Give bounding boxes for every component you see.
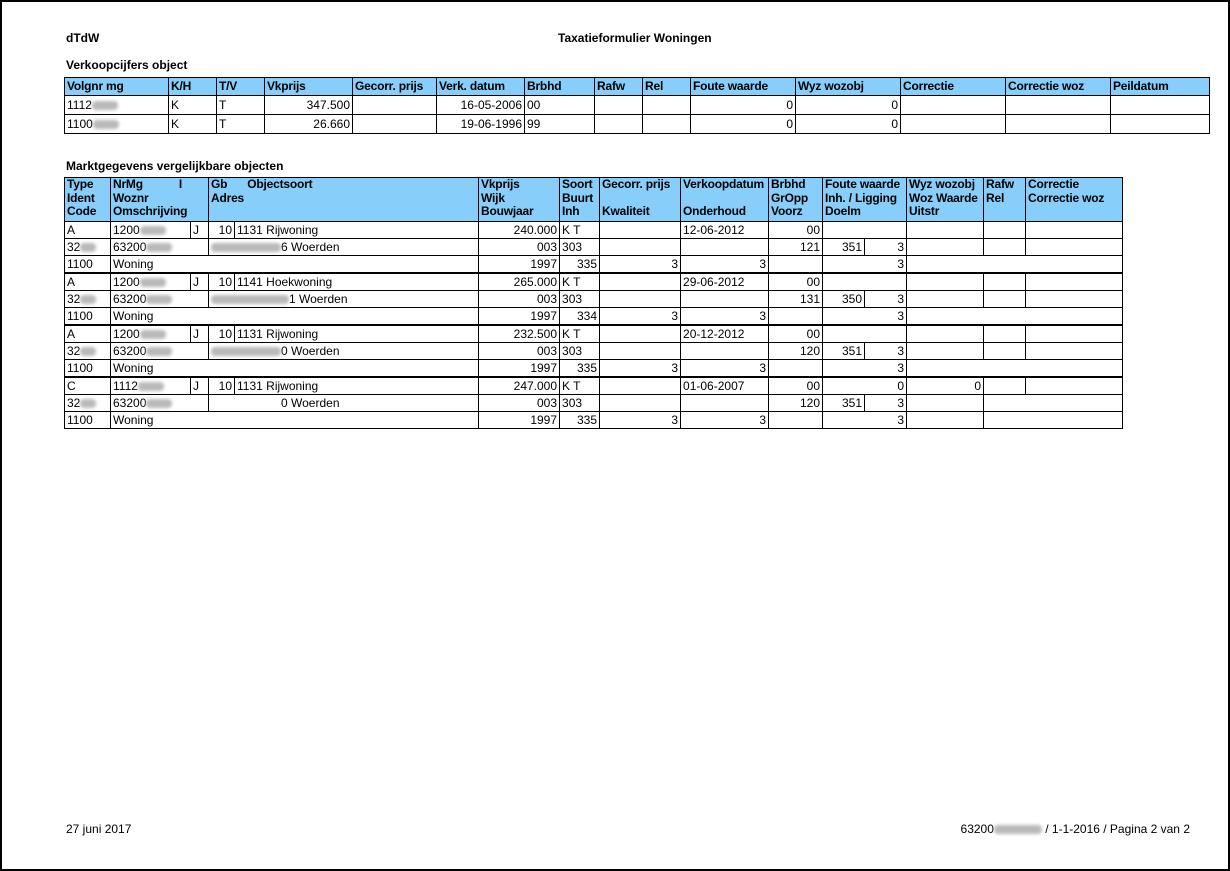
gropp-cell: 121 (769, 239, 823, 256)
correctie-woz-cell (1006, 115, 1111, 134)
omschrijving-cell: Woning (111, 412, 479, 429)
voorz-cell (769, 308, 823, 326)
nrmg-cell: 1200 (111, 325, 191, 343)
woznr-cell: 63200 (111, 343, 209, 360)
footer-reference: 63200 / 1-1-2016 / Pagina 2 van 2 (960, 822, 1190, 836)
ligging-cell: 3 (865, 343, 907, 360)
table-row (65, 360, 1123, 378)
inh-cell: 351 (823, 395, 865, 412)
onderhoud-cell: 3 (681, 256, 769, 274)
buurt-cell: 303 (560, 239, 600, 256)
objectsoort-cell: 1141 Hoekwoning (235, 273, 479, 291)
col-header-type: Type Ident Code (65, 178, 111, 222)
gb-cell: 10 (209, 273, 235, 291)
wozwaarde-cell (907, 343, 984, 360)
col-header-soort: Soort Buurt Inh (560, 178, 600, 222)
vkprijs-cell: 247.000 (479, 377, 560, 395)
doelm-cell: 3 (823, 360, 907, 378)
wyz-cell (907, 222, 984, 239)
correctie-woz-cell (1026, 291, 1123, 308)
wozwaarde-cell (907, 291, 984, 308)
redacted-mark (211, 243, 281, 252)
ligging-cell: 3 (865, 395, 907, 412)
type-cell: A (65, 273, 111, 291)
redacted-mark (211, 295, 289, 304)
vkprijs-cell: 240.000 (479, 222, 560, 239)
table-row (65, 222, 1123, 239)
peildatum-cell (1111, 96, 1210, 115)
wyz-cell (907, 325, 984, 343)
redacted-mark (92, 101, 118, 110)
onderhoud-cell: 3 (681, 308, 769, 326)
code-cell: 1100 (65, 360, 111, 378)
woznr-cell: 63200 (111, 239, 209, 256)
objectsoort-cell: 1131 Rijwoning (235, 325, 479, 343)
soort-cell: K T (560, 325, 600, 343)
table-row (65, 291, 1123, 308)
wozwaarde-cell (907, 395, 984, 412)
inhoud-cell: 335 (560, 412, 600, 429)
col-header-correctie: Correctie Correctie woz (1026, 178, 1123, 222)
col-header-foute: Foute waarde Inh. / Ligging Doelm (823, 178, 907, 222)
kwaliteit-cell: 3 (600, 412, 681, 429)
type-cell: A (65, 325, 111, 343)
voorz-cell (769, 256, 823, 274)
wijk-cell: 003 (479, 395, 560, 412)
rel-cell (984, 343, 1026, 360)
ident-cell: 32 (65, 239, 111, 256)
inhoud-cell: 335 (560, 360, 600, 378)
foute-cell: 0 (823, 377, 907, 395)
rafw-cell (984, 377, 1026, 395)
inhoud-cell: 335 (560, 256, 600, 274)
code-cell: 1100 (65, 412, 111, 429)
vkprijs-cell: 232.500 (479, 325, 560, 343)
onderhoud-empty (681, 291, 769, 308)
rel-cell (984, 239, 1026, 256)
rafw-cell (595, 115, 643, 134)
redacted-mark (211, 347, 281, 356)
col-header: Foute waarde (691, 78, 796, 96)
rafw-cell (595, 96, 643, 115)
kh-cell: K (169, 96, 217, 115)
kwaliteit-cell: 3 (600, 360, 681, 378)
redacted-mark (140, 226, 166, 235)
omschrijving-cell: Woning (111, 360, 479, 378)
onderhoud-empty (681, 239, 769, 256)
foute-cell: 0 (691, 96, 796, 115)
peildatum-cell (1111, 115, 1210, 134)
col-header: Gecorr. prijs (353, 78, 437, 96)
verkoopdatum-cell: 12-06-2012 (681, 222, 769, 239)
gb-cell: 10 (209, 377, 235, 395)
buurt-cell: 303 (560, 291, 600, 308)
redacted-mark (80, 243, 96, 252)
bouwjaar-cell: 1997 (479, 256, 560, 274)
type-cell: A (65, 222, 111, 239)
document-title: Taxatieformulier Woningen (558, 31, 712, 45)
tv-cell: T (217, 115, 265, 134)
wyz-cell (907, 273, 984, 291)
soort-cell: K T (560, 222, 600, 239)
wijk-cell: 003 (479, 291, 560, 308)
uitstr-cell (907, 256, 1123, 274)
col-header: Rafw (595, 78, 643, 96)
wozwaarde-cell (907, 239, 984, 256)
gb-cell: 10 (209, 222, 235, 239)
adres-cell: 0 Woerden (209, 395, 479, 412)
brbhd-cell: 00 (525, 96, 595, 115)
code-cell: 1100 (65, 308, 111, 326)
soort-cell: K T (560, 377, 600, 395)
bouwjaar-cell: 1997 (479, 308, 560, 326)
brbhd-cell: 99 (525, 115, 595, 134)
redacted-mark (93, 120, 119, 129)
ident-cell: 32 (65, 343, 111, 360)
onderhoud-cell: 3 (681, 412, 769, 429)
col-header: Correctie (901, 78, 1006, 96)
gecorr-cell (353, 96, 437, 115)
voorz-cell (769, 360, 823, 378)
datum-cell: 16-05-2006 (437, 96, 525, 115)
correctie-cell (1026, 377, 1123, 395)
wyz-cell: 0 (796, 115, 901, 134)
org-code: dTdW (66, 31, 100, 45)
redacted-mark (138, 382, 164, 391)
foute-cell (823, 222, 907, 239)
rafw-cell (984, 222, 1026, 239)
kwaliteit-empty (600, 239, 681, 256)
rel-cell (984, 291, 1026, 308)
nrmg-cell: 1112 (111, 377, 191, 395)
footer-date: 27 juni 2017 (66, 822, 132, 836)
col-header-wyz: Wyz wozobj Woz Waarde Uitstr (907, 178, 984, 222)
table-row (65, 256, 1123, 274)
table-row (65, 325, 1123, 343)
inh-cell: 350 (823, 291, 865, 308)
table-row (65, 343, 1123, 360)
gecorr-cell (600, 273, 681, 291)
col-header: Rel (643, 78, 691, 96)
redacted-mark (146, 347, 172, 356)
i-cell: J (191, 377, 209, 395)
rafw-cell (984, 325, 1026, 343)
adres-cell: 1 Woerden (209, 291, 479, 308)
col-header-gecorr: Gecorr. prijs Kwaliteit (600, 178, 681, 222)
vkprijs-cell: 265.000 (479, 273, 560, 291)
type-cell: C (65, 377, 111, 395)
gb-cell: 10 (209, 325, 235, 343)
ident-cell: 32 (65, 395, 111, 412)
foute-cell (823, 273, 907, 291)
nrmg-cell: 1200 (111, 222, 191, 239)
table-row (65, 412, 1123, 429)
woznr-cell: 63200 (111, 291, 209, 308)
brbhd-cell: 00 (769, 377, 823, 395)
brbhd-cell: 00 (769, 273, 823, 291)
redacted-mark (80, 399, 96, 408)
i-cell: J (191, 325, 209, 343)
gecorr-cell (600, 377, 681, 395)
correctie-woz-cell (1026, 239, 1123, 256)
ident-cell: 32 (65, 291, 111, 308)
doelm-cell: 3 (823, 256, 907, 274)
foute-cell: 0 (691, 115, 796, 134)
ligging-cell: 3 (865, 239, 907, 256)
wyz-cell: 0 (907, 377, 984, 395)
kwaliteit-cell: 3 (600, 256, 681, 274)
woznr-cell: 63200 (111, 395, 209, 412)
gecorr-cell (353, 115, 437, 134)
brbhd-cell: 00 (769, 222, 823, 239)
vkprijs-cell: 347.500 (265, 96, 353, 115)
col-header-nrmg: NrMg I Woznr Omschrijving (111, 178, 209, 222)
col-header: Brbhd (525, 78, 595, 96)
i-cell: J (191, 273, 209, 291)
table-header-row (65, 178, 1123, 222)
volgnr-cell: 1100 (65, 115, 169, 134)
rel-empty (984, 412, 1123, 429)
gropp-cell: 120 (769, 343, 823, 360)
section-title-verkoopcijfers: Verkoopcijfers object (66, 58, 188, 72)
ligging-cell: 3 (865, 291, 907, 308)
rafw-cell (984, 273, 1026, 291)
nrmg-cell: 1200 (111, 273, 191, 291)
col-header: Peildatum (1111, 78, 1210, 96)
section-title-marktgegevens: Marktgegevens vergelijkbare objecten (66, 159, 284, 173)
wijk-cell: 003 (479, 239, 560, 256)
kwaliteit-empty (600, 395, 681, 412)
redacted-mark (140, 330, 166, 339)
inh-cell: 351 (823, 343, 865, 360)
verkoopdatum-cell: 20-12-2012 (681, 325, 769, 343)
rel-cell (643, 96, 691, 115)
uitstr-cell (907, 412, 984, 429)
kwaliteit-empty (600, 343, 681, 360)
col-header: Verk. datum (437, 78, 525, 96)
foute-cell (823, 325, 907, 343)
redacted-mark (80, 347, 96, 356)
col-header: Correctie woz (1006, 78, 1111, 96)
table-row (65, 115, 1210, 134)
buurt-cell: 303 (560, 343, 600, 360)
doelm-cell: 3 (823, 412, 907, 429)
buurt-cell: 303 (560, 395, 600, 412)
inh-cell: 351 (823, 239, 865, 256)
datum-cell: 19-06-1996 (437, 115, 525, 134)
redacted-mark (146, 295, 172, 304)
col-header-vkprijs: Vkprijs Wijk Bouwjaar (479, 178, 560, 222)
marktgegevens-table (64, 177, 1123, 429)
verkoopdatum-cell: 29-06-2012 (681, 273, 769, 291)
objectsoort-cell: 1131 Rijwoning (235, 377, 479, 395)
redacted-mark (146, 243, 172, 252)
gecorr-cell (600, 222, 681, 239)
table-row (65, 96, 1210, 115)
verkoopdatum-cell: 01-06-2007 (681, 377, 769, 395)
correctie-cell (1026, 222, 1123, 239)
correctie-woz-cell (1026, 343, 1123, 360)
tv-cell: T (217, 96, 265, 115)
inhoud-cell: 334 (560, 308, 600, 326)
col-header-brbhd: Brbhd GrOpp Voorz (769, 178, 823, 222)
table-row (65, 239, 1123, 256)
vkprijs-cell: 26.660 (265, 115, 353, 134)
code-cell: 1100 (65, 256, 111, 274)
table-row (65, 308, 1123, 326)
omschrijving-cell: Woning (111, 308, 479, 326)
table-row (65, 377, 1123, 395)
kwaliteit-empty (600, 291, 681, 308)
brbhd-cell: 00 (769, 325, 823, 343)
col-header-verkoopdatum: Verkoopdatum Onderhoud (681, 178, 769, 222)
bouwjaar-cell: 1997 (479, 360, 560, 378)
col-header: K/H (169, 78, 217, 96)
objectsoort-cell: 1131 Rijwoning (235, 222, 479, 239)
col-header: Vkprijs (265, 78, 353, 96)
wyz-cell: 0 (796, 96, 901, 115)
redacted-mark (994, 825, 1042, 834)
redacted-mark (140, 278, 166, 287)
bouwjaar-cell: 1997 (479, 412, 560, 429)
soort-cell: K T (560, 273, 600, 291)
onderhoud-empty (681, 343, 769, 360)
voorz-cell (769, 412, 823, 429)
correctie-cell (1026, 325, 1123, 343)
onderhoud-empty (681, 395, 769, 412)
gropp-cell: 120 (769, 395, 823, 412)
omschrijving-cell: Woning (111, 256, 479, 274)
onderhoud-cell: 3 (681, 360, 769, 378)
correctie-woz-cell (1006, 96, 1111, 115)
col-header: Wyz wozobj (796, 78, 901, 96)
wijk-cell: 003 (479, 343, 560, 360)
doelm-cell: 3 (823, 308, 907, 326)
correctie-cell (901, 96, 1006, 115)
redacted-mark (146, 399, 172, 408)
col-header: T/V (217, 78, 265, 96)
adres-cell: 0 Woerden (209, 343, 479, 360)
verkoopcijfers-table (64, 77, 1210, 134)
rel-cell (984, 395, 1123, 412)
gecorr-cell (600, 325, 681, 343)
i-cell: J (191, 222, 209, 239)
uitstr-cell (907, 360, 1123, 378)
table-row (65, 395, 1123, 412)
col-header-gb: Gb Objectsoort Adres (209, 178, 479, 222)
adres-cell: 6 Woerden (209, 239, 479, 256)
volgnr-cell: 1112 (65, 96, 169, 115)
rel-cell (643, 115, 691, 134)
table-header-row (65, 78, 1210, 96)
kwaliteit-cell: 3 (600, 308, 681, 326)
redacted-mark (80, 295, 96, 304)
table-row (65, 273, 1123, 291)
col-header-rafw: Rafw Rel (984, 178, 1026, 222)
uitstr-cell (907, 308, 1123, 326)
col-header: Volgnr mg (65, 78, 169, 96)
correctie-cell (901, 115, 1006, 134)
kh-cell: K (169, 115, 217, 134)
correctie-cell (1026, 273, 1123, 291)
gropp-cell: 131 (769, 291, 823, 308)
